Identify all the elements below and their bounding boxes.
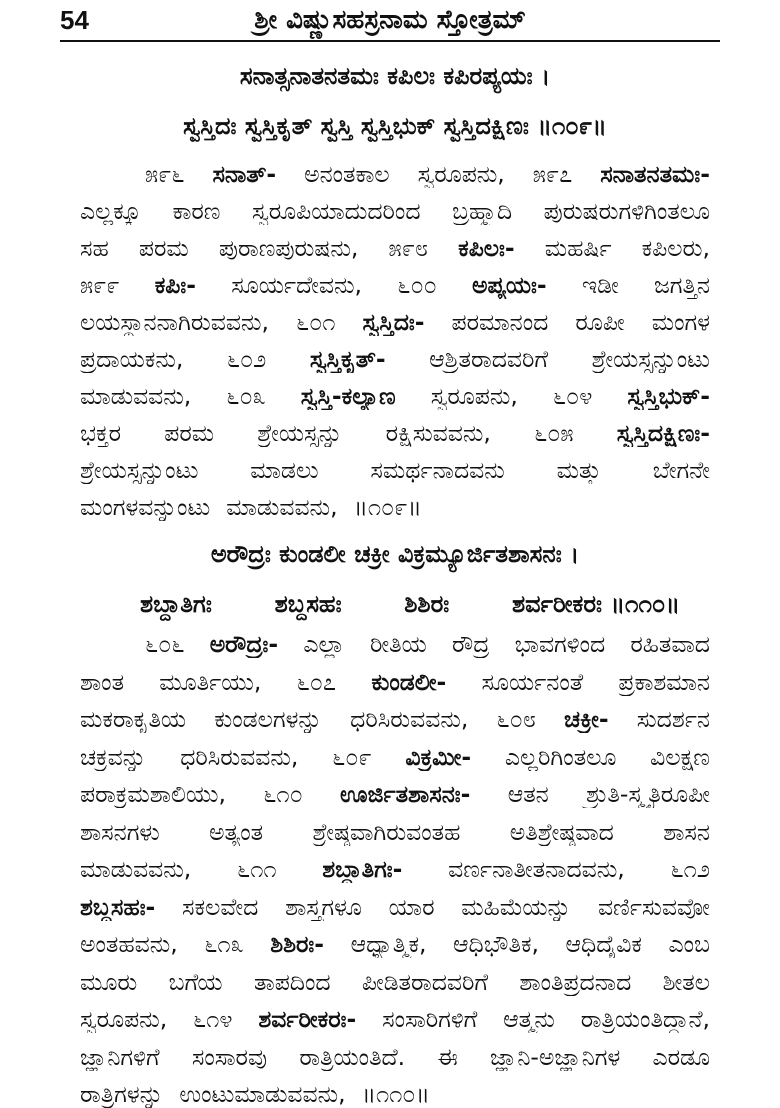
word: ೬೦೨: [226, 345, 267, 373]
word: ೫೯೯: [80, 271, 120, 299]
word: ಶಬ್ದಸಹಃ-: [80, 892, 156, 921]
word: ಪ್ರಕಾಶಮಾನ: [618, 667, 710, 696]
verse-109-line-1: ಸನಾತ್ಸನಾತನತಮಃ ಕಪಿಲಃ ಕಪಿರಪ್ಯಯಃ ।: [239, 62, 551, 90]
word: ೬೦೩: [226, 382, 266, 410]
word: ಧರಿಸಿರುವವನು,: [180, 742, 299, 771]
page-number: 54: [60, 4, 89, 35]
word: ಪುರುಷರುಗಳಿಗಿಂತಲೂ: [543, 197, 710, 225]
word: ಎಂಬ: [668, 930, 710, 958]
word: ಜ್ಞಾನಿಗಳಿಗೆ: [80, 1042, 160, 1071]
verse-110-word-4: ಶರ್ವರೀಕರಃ ॥೧೧೦॥: [511, 590, 680, 618]
word: ಸಮರ್ಥನಾದವನು: [370, 456, 505, 484]
word: ಆತನ: [507, 780, 549, 808]
word: ಸ್ವರೂಪಿಯಾದುದರಿಂದ: [252, 197, 421, 225]
word: ಕುಂಡಲೀ-: [371, 667, 447, 696]
word: ೬೦೯: [332, 742, 372, 771]
word: ಮಕರಾಕೃತಿಯ: [80, 705, 187, 733]
word: ಸ್ವಸ್ತಿದಃ-: [362, 308, 425, 336]
word: ಮಹಿಮೆಯನ್ನು: [461, 892, 572, 921]
word: ಲಯಸ್ಥಾನನಾಗಿರುವವನು,: [80, 308, 269, 336]
word: ಸಕಲವೇದ: [182, 892, 259, 921]
word: ಕಾರಣ: [172, 197, 221, 225]
word: ಸ್ವರೂಪನು,: [417, 160, 505, 188]
commentary-line: [80, 234, 710, 262]
word: ಶಾಸನ: [663, 817, 710, 846]
word: ಸ್ವರೂಪನು,: [430, 382, 518, 410]
word: ಆತ್ಮನು: [503, 1005, 555, 1033]
word: ಶ್ರೇಯಸ್ಸನ್ನುಂಟು: [80, 456, 199, 484]
commentary-line: [80, 456, 710, 484]
word: ಸ್ವರೂಪನು,: [80, 1005, 168, 1033]
word: ಶಾಸನಗಳು: [80, 817, 160, 846]
running-title: ಶ್ರೀ ವಿಷ್ಣುಸಹಸ್ರನಾಮ ಸ್ತೋತ್ರಮ್: [254, 4, 526, 35]
word: ಮಂಗಳ: [651, 308, 710, 336]
word: ಪರಮ: [138, 234, 189, 262]
word: ಅಪ್ಯಯಃ-: [472, 271, 547, 299]
word: ಸಂಸಾರವು: [191, 1042, 268, 1071]
word: ಕಪಿಲರು,: [641, 234, 710, 262]
commentary-line: [80, 893, 710, 921]
word: ಸ್ವಸ್ತಿಕೃತ್-: [309, 345, 386, 373]
word: ೬೧೩: [204, 930, 244, 958]
word: ಮಹರ್ಷಿ: [544, 234, 612, 262]
word: ಎಲ್ಲರಿಗಿಂತಲೂ: [504, 742, 617, 771]
word: ಎಲ್ಲಕ್ಕೂ: [80, 197, 141, 225]
word: ಆಶ್ರಿತರಾದವರಿಗೆ: [429, 345, 549, 373]
word: ಮಂಗಳವನ್ನುಂಟು: [80, 493, 211, 521]
commentary-line: [145, 630, 710, 658]
word: ಬಗೆಯ: [168, 967, 223, 996]
word: ಧರಿಸಿರುವವನು,: [350, 705, 469, 733]
word: ೬೦೦: [397, 271, 437, 299]
commentary-line: [80, 493, 710, 521]
word: ಆಧಿದೈವಿಕ: [565, 930, 643, 958]
word: ಮಾಡಲು: [250, 456, 319, 484]
verse-110-word-1: ಶಬ್ದಾತಿಗಃ: [140, 590, 212, 618]
word: ಕುಂಡಲಗಳನ್ನು: [214, 705, 323, 733]
word: ಚಕ್ರೀ-: [564, 705, 609, 733]
word: ಸಹ: [80, 234, 109, 262]
word: ಈ: [437, 1042, 458, 1071]
word: ಸುದರ್ಶನ: [636, 705, 710, 733]
word: ಸ್ವಸ್ತಿಭುಕ್-: [627, 382, 710, 410]
word: ರಾತ್ರಿಯಂತಿದೆ.: [299, 1042, 406, 1071]
word: ೬೦೧: [295, 308, 336, 336]
word: ಶ್ರೇಷ್ಠವಾಗಿರುವಂತಹ: [312, 817, 461, 846]
word: ಸಂಸಾರಿಗಳಿಗೆ: [382, 1005, 478, 1033]
word: ರೌದ್ರ: [452, 630, 490, 658]
word: ಸನಾತನತಮಃ-: [600, 160, 710, 188]
word: ಪ್ರದಾಯಕನು,: [80, 345, 184, 373]
word: ೫೯೭: [532, 160, 573, 188]
verse-110-word-3: ಶಿಶಿರಃ: [404, 590, 450, 618]
word: ಜಗತ್ತಿನ: [653, 271, 710, 299]
word: ೬೧೨: [670, 855, 710, 883]
word: ಮತ್ತು: [556, 456, 601, 484]
word: ಮೂರ್ತಿಯು,: [159, 667, 262, 696]
word: ಸ್ವಸ್ತಿದಕ್ಷಿಣಃ-: [616, 419, 710, 447]
word: ಬ್ರಹ್ಮಾದಿ: [452, 197, 513, 225]
commentary-line: [80, 1005, 710, 1033]
commentary-line: [80, 930, 710, 958]
verse-110-word-2: ಶಬ್ದಸಹಃ: [274, 590, 342, 618]
word: ೬೦೫: [534, 419, 574, 447]
commentary-line: [80, 345, 710, 373]
word: ಶ್ರೇಯಸ್ಸನ್ನುಂಟು: [591, 345, 710, 373]
word: ಆಧಿಭೌತಿಕ,: [453, 930, 539, 958]
word: ಯಾರ: [388, 892, 435, 921]
word: ರಕ್ಷಿಸುವವನು,: [385, 419, 491, 447]
word: ಕಪಿಲಃ-: [458, 234, 515, 262]
word: ಶಾಂತಿಪ್ರದನಾದ: [519, 967, 632, 996]
word: ರಾತ್ರಿಗಳನ್ನು: [80, 1080, 164, 1108]
word: ವಿಕ್ರಮೀ-: [405, 742, 472, 771]
word: ಇಡೀ: [581, 271, 619, 299]
word: ಶ್ರೇಯಸ್ಸನ್ನು: [257, 419, 343, 447]
commentary-line: [80, 968, 710, 996]
word: ಎಲ್ಲಾ: [303, 630, 345, 658]
commentary-line: [80, 382, 710, 410]
word: ಪರಮಾನಂದ: [451, 308, 549, 336]
word: ಬೇಗನೇ: [652, 456, 710, 484]
word: ೫೯೬: [145, 160, 185, 188]
verse-110-line-1: ಅರೌದ್ರಃ ಕುಂಡಲೀ ಚಕ್ರೀ ವಿಕ್ರಮ್ಯೂರ್ಜಿತಶಾಸನಃ ।: [210, 540, 580, 568]
word: ೬೦೮: [496, 705, 536, 733]
commentary-line: [145, 160, 710, 188]
commentary-line: [80, 308, 710, 336]
commentary-line: [80, 743, 710, 771]
word: ಆಧ್ಯಾತ್ಮಿಕ,: [350, 930, 427, 958]
word: ಸೂರ್ಯನಂತೆ: [481, 667, 584, 696]
word: ಪರಾಕ್ರಮಶಾಲಿಯು,: [80, 780, 226, 808]
commentary-line: [80, 1080, 710, 1108]
verse-109-line-2: ಸ್ವಸ್ತಿದಃ ಸ್ವಸ್ತಿಕೃತ್ ಸ್ವಸ್ತಿ ಸ್ವಸ್ತಿಭುಕ್ ಸ್ವಸ್ತಿದಕ್ಷಿಣಃ ॥೧೦೯॥: [183, 112, 607, 140]
verse-110-line-2: [140, 590, 680, 618]
word: ೬೧೪: [193, 1005, 233, 1033]
word: ೬೧೧: [237, 855, 277, 883]
word: ಮಾಡುವವನು,: [80, 382, 192, 410]
word: ಊರ್ಜಿತಶಾಸನಃ-: [340, 780, 471, 808]
commentary-line: [80, 271, 710, 299]
word: ಅರೌದ್ರಃ-: [209, 630, 279, 658]
commentary-line: [80, 818, 710, 846]
word: ಭಾವಗಳಿಂದ: [514, 630, 606, 658]
word: ಶಾಂತ: [80, 667, 125, 696]
word: ೫೯೮: [388, 234, 429, 262]
commentary-line: [80, 419, 710, 447]
commentary-line: [80, 855, 710, 883]
word: ೬೦೪: [552, 382, 593, 410]
word: ಜ್ಞಾನಿ-ಅಜ್ಞಾನಿಗಳ: [490, 1042, 621, 1071]
word: ಉಂಟುಮಾಡುವವನು,: [179, 1080, 346, 1108]
word: ವರ್ಣಿಸುವವೋ: [597, 892, 710, 921]
word: ರೀತಿಯ: [370, 630, 427, 658]
word: ಶರ್ವರೀಕರಃ-: [258, 1005, 357, 1033]
word: ಪೀಡಿತರಾದವರಿಗೆ: [361, 967, 489, 996]
word: ಅನಂತಕಾಲ: [304, 160, 390, 188]
word: ಶಿಶಿರಃ-: [270, 930, 325, 958]
word: ಶೀತಲ: [662, 967, 710, 996]
page-header: [60, 0, 720, 42]
word: ಶಬ್ದಾತಿಗಃ-: [322, 855, 403, 883]
commentary-line: [80, 1043, 710, 1071]
commentary-line: [80, 197, 710, 225]
word: ಚಕ್ರವನ್ನು: [80, 742, 147, 771]
word: ಕಪಿಃ-: [154, 271, 196, 299]
word: ಅತಿಶ್ರೇಷ್ಠವಾದ: [509, 817, 614, 846]
word: ೬೦೬: [145, 630, 185, 658]
word: ರಹಿತವಾದ: [630, 630, 710, 658]
commentary-line: [80, 780, 710, 808]
commentary-line: [80, 668, 710, 696]
word: ಶಾಸ್ತ್ರಗಳೂ: [285, 892, 362, 921]
word: ರೂಪೀ: [575, 308, 625, 336]
word: ಮಾಡುವವನು,: [80, 855, 192, 883]
commentary-line: [80, 705, 710, 733]
word: ವರ್ಣನಾತೀತನಾದವನು,: [448, 855, 625, 883]
word: ಸೂರ್ಯದೇವನು,: [231, 271, 363, 299]
word: ಪರಮ: [164, 419, 215, 447]
word: ಮೂರು: [80, 967, 138, 996]
word: ೬೧೦: [263, 780, 303, 808]
word: ಸ್ವಸ್ತಿ-ಕಲ್ಯಾಣ: [300, 382, 396, 410]
word: ತಾಪದಿಂದ: [253, 967, 331, 996]
word: ೬೦೭: [296, 667, 337, 696]
word: ಭಕ್ತರ: [80, 419, 122, 447]
word: ಸನಾತ್-: [212, 160, 277, 188]
word: ಅತ್ಯಂತ: [209, 817, 264, 846]
word: ಶ್ರುತಿ-ಸ್ಮೃತಿರೂಪೀ: [586, 780, 710, 808]
word: ॥೧೦೯॥: [353, 493, 422, 521]
word: ಅಂತಹವನು,: [80, 930, 178, 958]
word: ರಾತ್ರಿಯಂತಿದ್ದಾನೆ,: [580, 1005, 710, 1033]
word: ಪುರಾಣಪುರುಷನು,: [218, 234, 359, 262]
word: ॥೧೧೦॥: [361, 1080, 430, 1108]
word: ಎರಡೂ: [652, 1042, 710, 1071]
word: ಮಾಡುವವನು,: [226, 493, 338, 521]
word: ವಿಲಕ್ಷಣ: [650, 742, 710, 771]
